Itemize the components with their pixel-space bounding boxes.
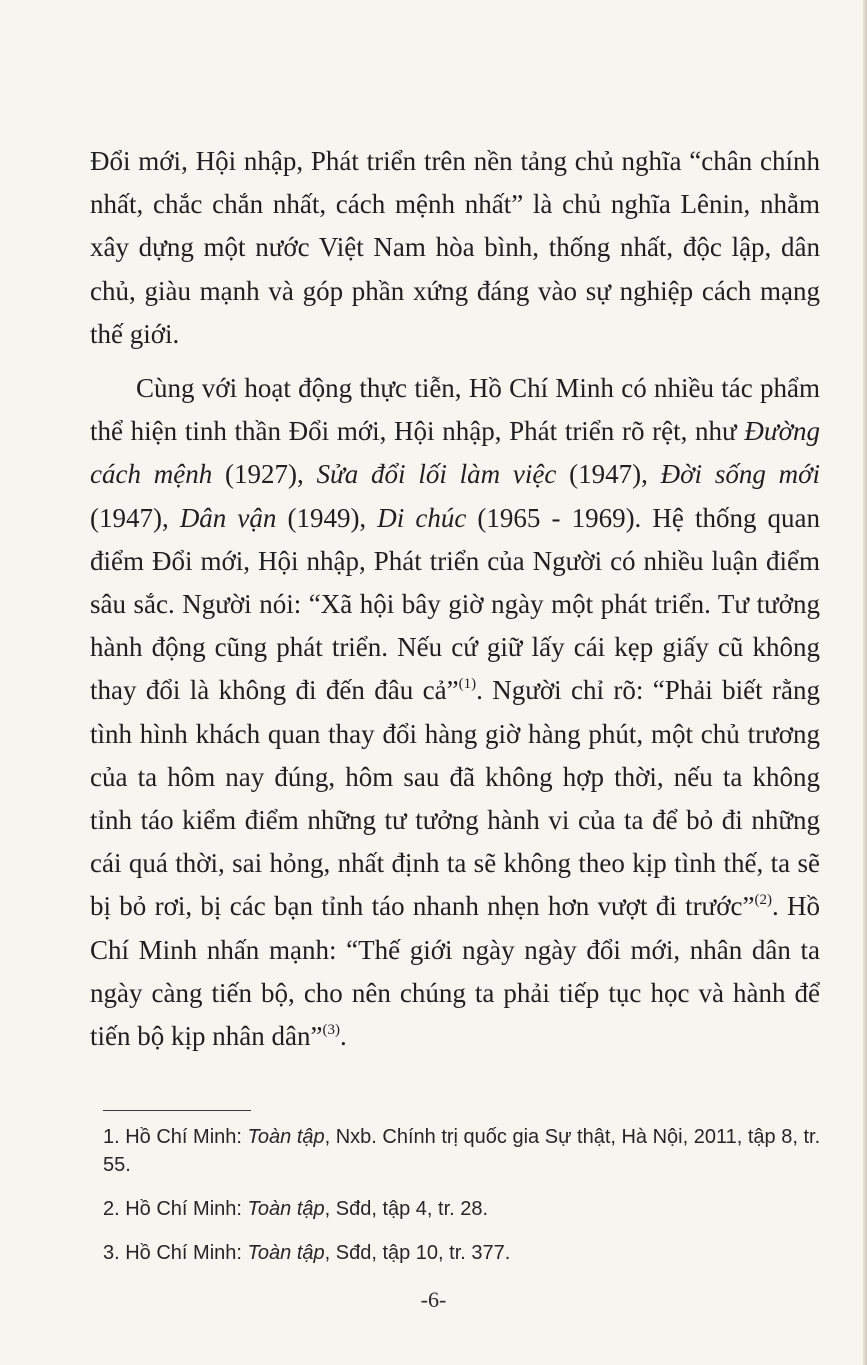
footnote-rest: , Sđd, tập 4, tr. 28. [324,1198,489,1220]
page-edge [863,0,867,1365]
footnote-divider [103,1110,251,1111]
text-run: . Người chỉ rõ: “Phải biết rằng tình hình khách quan thay đổi hàng giờ hàng phút, một chủ trương của ta hôm nay đúng, hôm sau đã không hợp thời, nếu ta không tỉnh táo kiểm điểm những tư tưởng hành vi của ta để bỏ đi những cái quá thời, sai hỏng, nhất định ta sẽ không theo kịp tình thế, ta sẽ bị bỏ rơi, bị các bạn tỉnh táo nhanh nhẹn hơn vượt đi trước” [90,675,820,922]
footnote-ref-1[interactable]: (1) [458,676,477,693]
body-text [90,140,820,1058]
footnote-3 [103,1239,823,1267]
text-run: (1947), [556,459,661,490]
page-number: -6- [420,1287,447,1312]
footnote-title: Toàn tập [247,1198,325,1220]
footnote-lead: 3. Hồ Chí Minh: [103,1242,248,1264]
text-run: Cùng với hoạt động thực tiễn, Hồ Chí Minh có nhiều tác phẩm thể hiện tinh thần Đổi mới, Hội nhập, Phát triển rõ rệt, như [90,373,820,447]
paragraph-1 [90,140,820,356]
footnote-title: Toàn tập [247,1126,325,1148]
paragraph-2 [90,367,820,1058]
footnote-1 [103,1123,823,1179]
footnote-ref-3[interactable]: (3) [322,1022,340,1039]
text-run: (1927), [212,459,317,490]
footnote-rest: , Nxb. Chính trị quốc gia Sự thật, Hà Nội, 2011, tập 8, tr. 55. [103,1126,821,1176]
footnote-rest: , Sđd, tập 10, tr. 377. [324,1242,511,1264]
footnote-title: Toàn tập [247,1242,325,1264]
footnote-lead: 2. Hồ Chí Minh: [103,1198,248,1220]
text-run: (1965 - 1969). Hệ thống quan điểm Đổi mới, Hội nhập, Phát triển của Người có nhiều luận điểm sâu sắc. Người nói: “Xã hội bây giờ ngày một phát triển. Tư tưởng hành động cũng phát triển. Nếu cứ giữ lấy cái kẹp giấy cũ không thay đổi là không đi đến đâu cả” [90,502,821,706]
paragraph-1-text: Đổi mới, Hội nhập, Phát triển trên nền tảng chủ nghĩa “chân chính nhất, chắc chắn nhất, cách mệnh nhất” là chủ nghĩa Lênin, nhằm xây dựng một nước Việt Nam hòa bình, thống nhất, độc lập, dân chủ, giàu mạnh và góp phần xứng đáng vào sự nghiệp cách mạng thế giới. [90,146,820,349]
text-run: (1949), [276,502,378,533]
work-title: Sửa đổi lối làm việc [316,459,557,490]
footnote-2 [103,1195,823,1223]
work-title: Di chúc [377,502,467,533]
footnote-ref-2[interactable]: (2) [754,892,772,909]
text-run: . Hồ Chí Minh nhấn mạnh: “Thế giới ngày ngày đổi mới, nhân dân ta ngày càng tiến bộ, cho nên chúng ta phải tiếp tục học và hành để tiến bộ kịp nhân dân” [90,891,821,1052]
footnotes [103,1123,823,1283]
work-title: Đời sống mới [660,459,821,490]
text-run: . [339,1021,347,1052]
work-title: Dân vận [179,502,277,533]
footnote-lead: 1. Hồ Chí Minh: [103,1126,248,1148]
work-title: Đường cách mệnh [90,416,820,490]
text-run: (1947), [90,502,180,533]
